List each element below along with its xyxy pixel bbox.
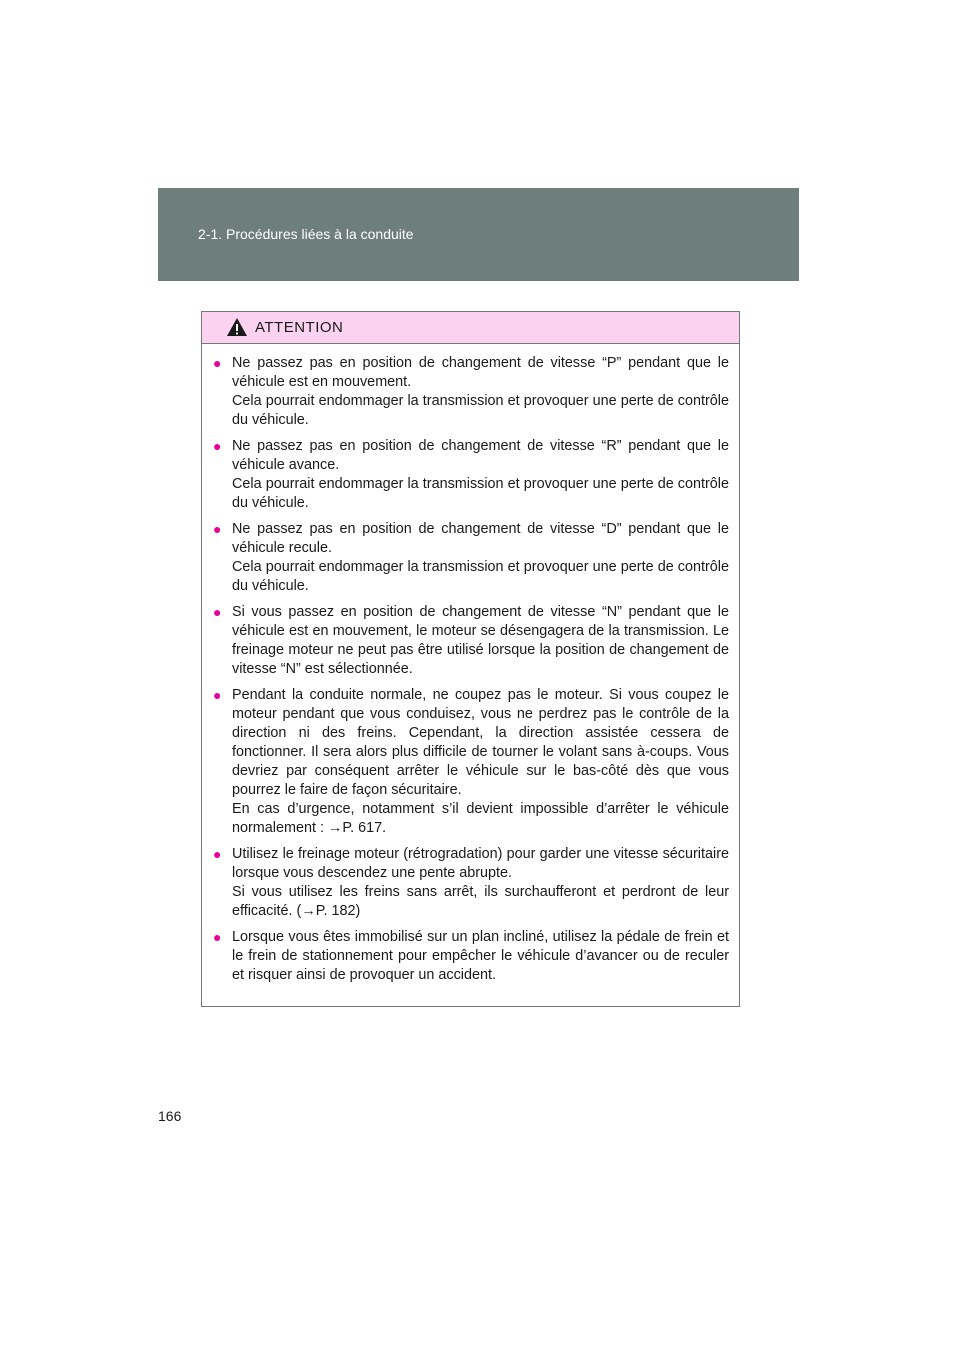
- warning-item: [202, 354, 729, 430]
- circle-bullet-icon: ●: [213, 846, 222, 862]
- warning-item-text: Si vous utilisez les freins sans arrêt, ils surchaufferont et perdront de leur efficacité. (→P. 182): [232, 884, 729, 919]
- warning-item: [202, 603, 729, 679]
- warning-item-text: Cela pourrait endommager la transmission et provoquer une perte de contrôle du véhicule.: [232, 476, 729, 511]
- warning-triangle-icon: [226, 317, 248, 337]
- page-number: 166: [158, 1108, 182, 1124]
- warning-item-text: Ne passez pas en position de changement de vitesse “D” pendant que le véhicule recule.: [232, 521, 729, 556]
- warning-item: [202, 437, 729, 513]
- warning-item-text: En cas d’urgence, notamment s’il devient impossible d’arrêter le véhicule normalement : →P. 617.: [232, 801, 729, 836]
- circle-bullet-icon: ●: [213, 355, 222, 371]
- warning-item-text: Utilisez le freinage moteur (rétrogradation) pour garder une vitesse sécuritaire lorsque vous descendez une pente abrupte.: [232, 846, 729, 881]
- circle-bullet-icon: ●: [213, 521, 222, 537]
- warning-item-text: Pendant la conduite normale, ne coupez pas le moteur. Si vous coupez le moteur pendant que vous conduisez, vous ne perdrez pas le contrôle de la direction ni des freins. Cependant, la direction assistée cessera de fonctionner. Il sera alors plus difficile de tourner le volant sans à-coups. Vous devriez par conséquent arrêter le véhicule sur le bas-côté dès que vous pourrez le faire de façon sécuritaire.: [232, 687, 729, 798]
- header-band: [158, 188, 799, 281]
- warning-item-text: Cela pourrait endommager la transmission et provoquer une perte de contrôle du véhicule.: [232, 559, 729, 594]
- circle-bullet-icon: ●: [213, 604, 222, 620]
- circle-bullet-icon: ●: [213, 438, 222, 454]
- warning-item-text: Lorsque vous êtes immobilisé sur un plan incliné, utilisez la pédale de frein et le frein de stationnement pour empêcher le véhicule d’avancer ou de reculer et risquer ainsi de provoquer un accident.: [232, 929, 729, 983]
- warning-item-text: Ne passez pas en position de changement de vitesse “P” pendant que le véhicule est en mouvement.: [232, 355, 729, 390]
- warning-item: [202, 686, 729, 838]
- warning-title: ATTENTION: [255, 319, 344, 336]
- warning-list: [202, 347, 741, 985]
- warning-item-text: Cela pourrait endommager la transmission et provoquer une perte de contrôle du véhicule.: [232, 393, 729, 428]
- circle-bullet-icon: ●: [213, 687, 222, 703]
- warning-item: [202, 520, 729, 596]
- warning-item-text: Ne passez pas en position de changement de vitesse “R” pendant que le véhicule avance.: [232, 438, 729, 473]
- section-title: 2-1. Procédures liées à la conduite: [198, 226, 414, 242]
- warning-item: [202, 845, 729, 921]
- warning-box: [201, 311, 740, 1007]
- warning-header: [202, 312, 739, 344]
- circle-bullet-icon: ●: [213, 929, 222, 945]
- warning-item-text: Si vous passez en position de changement de vitesse “N” pendant que le véhicule est en mouvement, le moteur se désengagera de la transmission. Le freinage moteur ne peut pas être utilisé lorsque la position de changement de vitesse “N” est sélectionnée.: [232, 604, 729, 677]
- warning-item: [202, 928, 729, 985]
